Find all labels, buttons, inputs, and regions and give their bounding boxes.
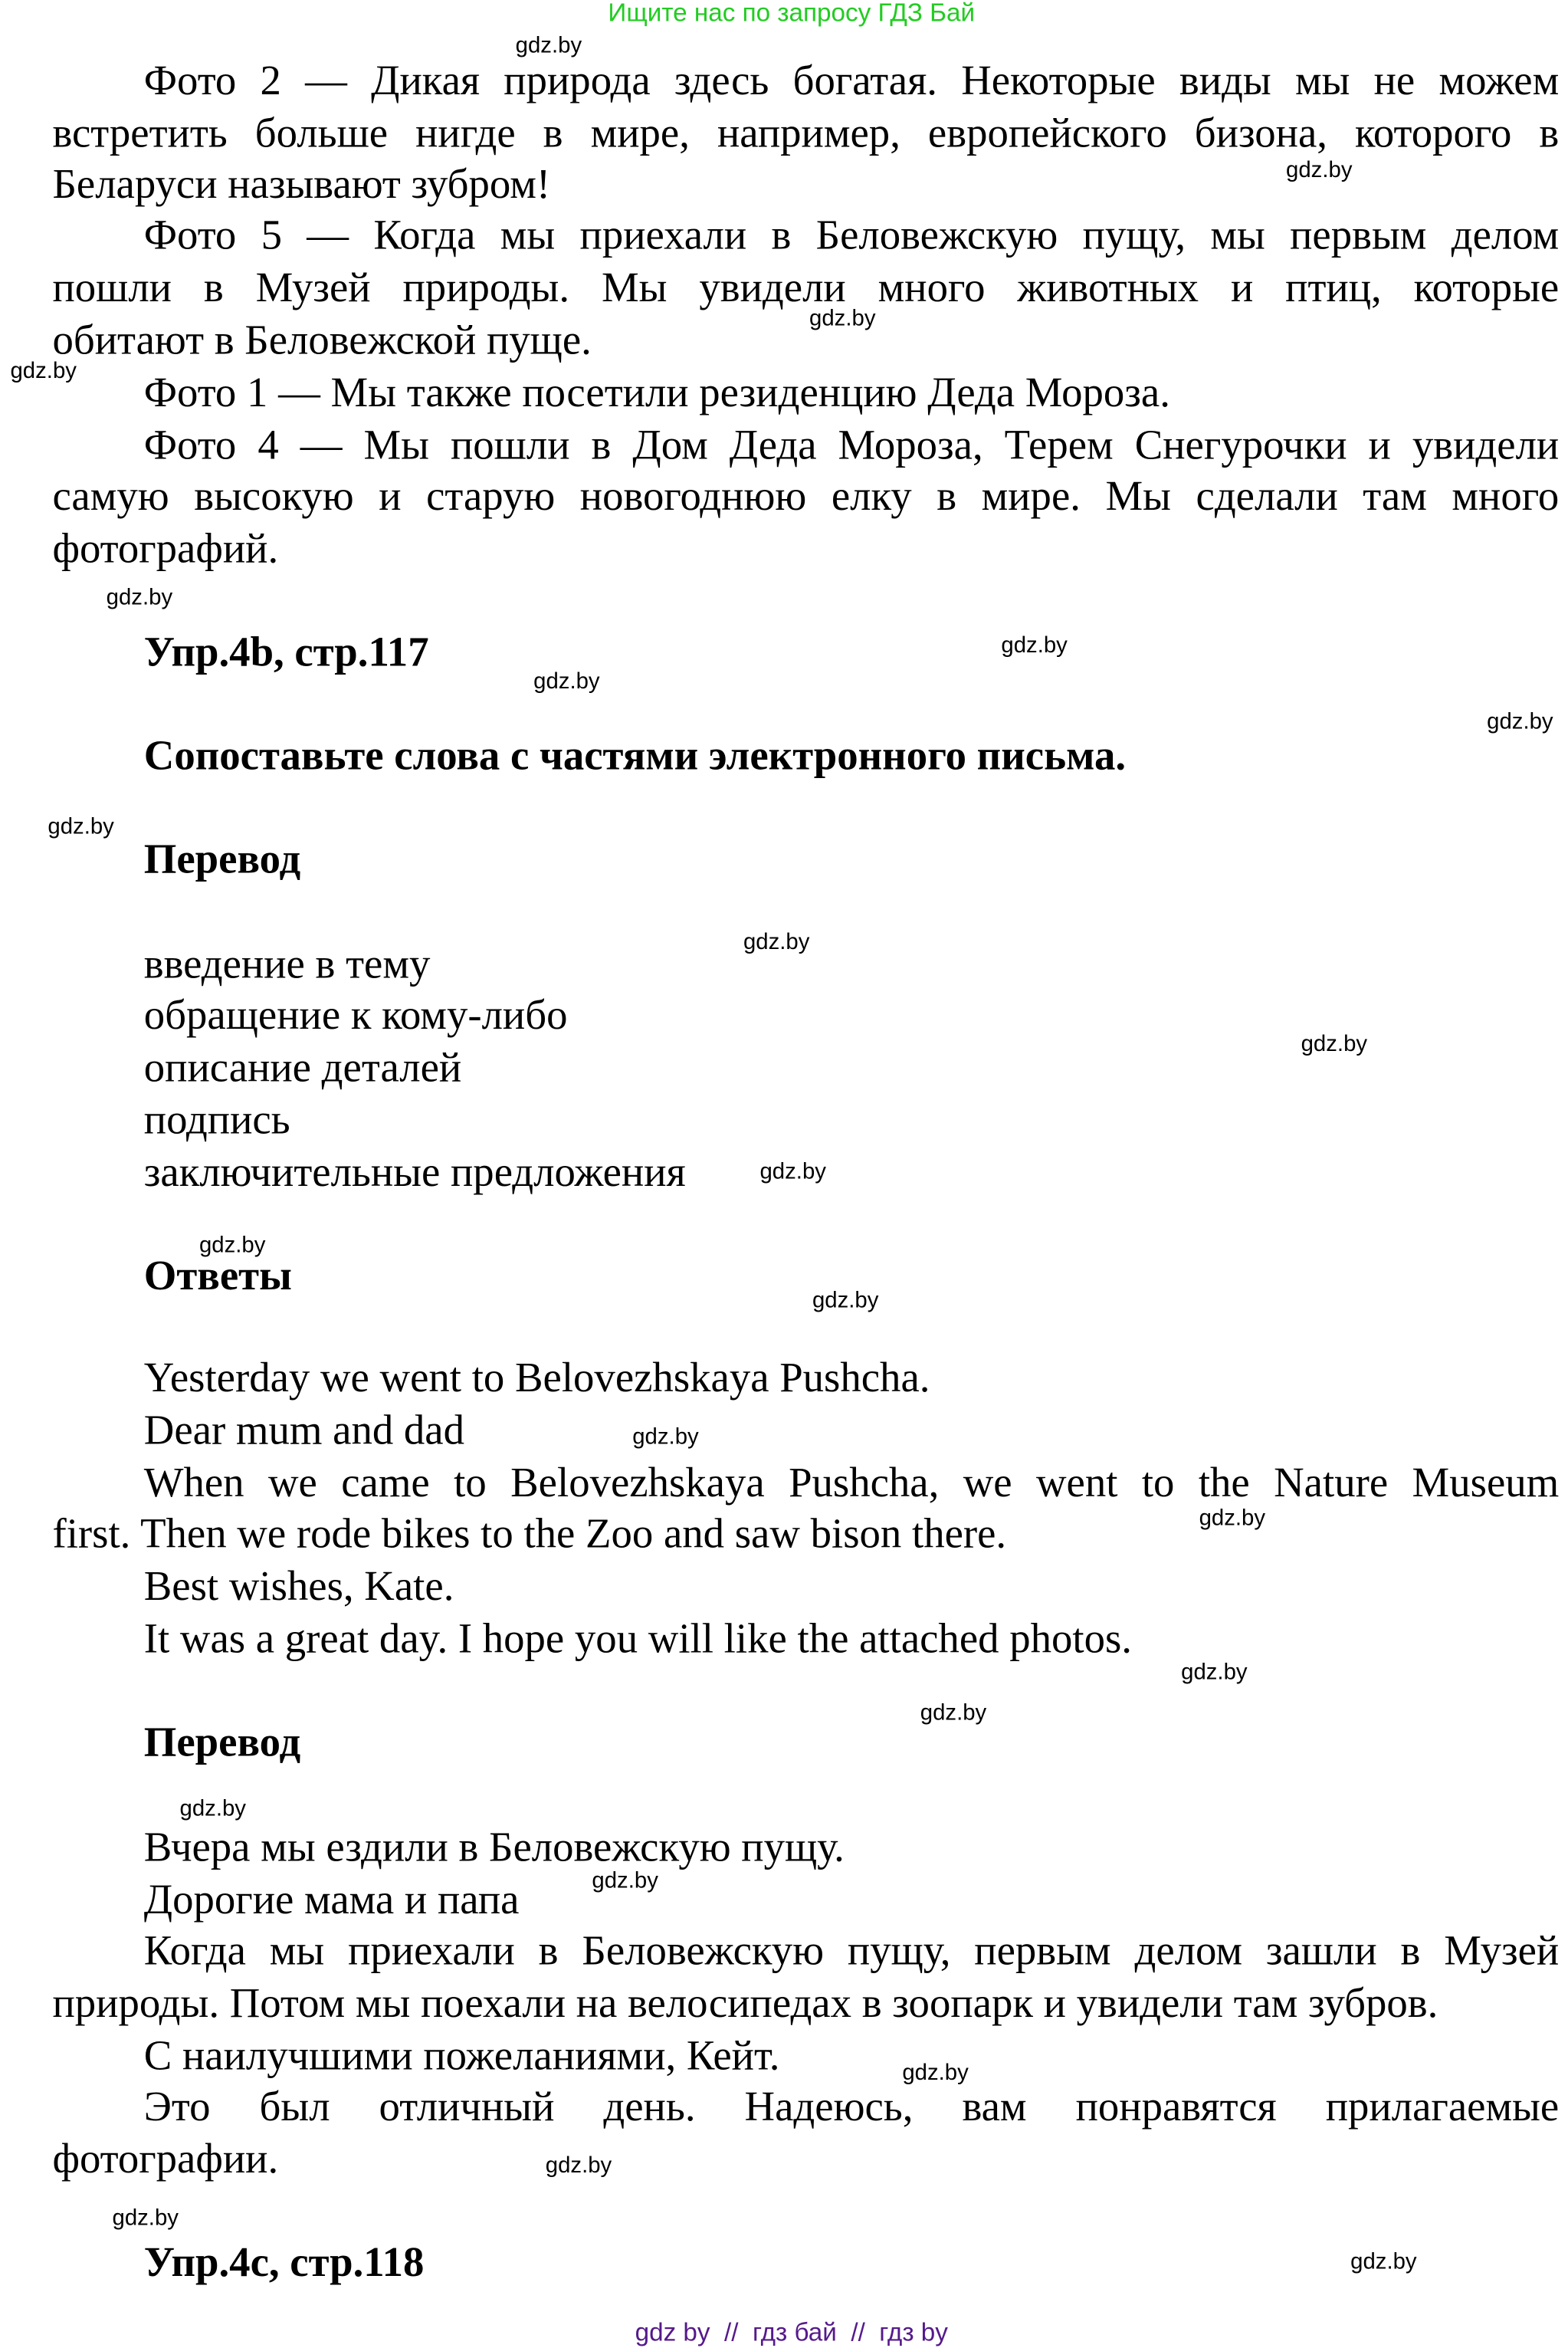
watermark: gdz.by [1001, 632, 1068, 658]
watermark: gdz.by [106, 584, 173, 611]
watermark: gdz.by [10, 358, 77, 384]
answer-line: Dear mum and dad [143, 1407, 465, 1455]
text-line: самую высокую и старую новогоднюю елку в мире. Мы сделали там много [52, 474, 1560, 521]
text-line: встретить больше нигде в мире, например, европейского бизона, которого в [52, 110, 1560, 158]
watermark: gdz.by [515, 33, 582, 59]
watermark: gdz.by [48, 814, 114, 840]
list-item: обращение к кому-либо [143, 992, 568, 1039]
list-item: подпись [143, 1097, 290, 1144]
text-line: Беларуси называют зубром! [52, 162, 551, 209]
translation-line: природы. Потом мы поехали на велосипедах в зоопарк и увидели там зубров. [52, 1980, 1438, 2028]
answers-heading: Ответы [143, 1253, 292, 1300]
watermark: gdz.by [812, 1288, 879, 1314]
watermark: gdz.by [809, 306, 876, 332]
watermark: gdz.by [920, 1700, 987, 1726]
watermark: gdz.by [1301, 1031, 1368, 1057]
watermark: gdz.by [533, 668, 600, 695]
watermark: gdz.by [1199, 1505, 1266, 1532]
watermark: gdz.by [1487, 709, 1553, 735]
text-line: Фото 1 — Мы также посетили резиденцию Деда Мороза. [143, 370, 1170, 417]
watermark: gdz.by [759, 1158, 826, 1185]
answer-line: Best wishes, Kate. [143, 1564, 454, 1611]
translation-line: фотографии. [52, 2136, 279, 2183]
watermark: gdz.by [198, 1232, 266, 1259]
answer-line: first. Then we rode bikes to the Zoo and saw bison there. [52, 1511, 1007, 1558]
translation-line: Когда мы приехали в Беловежскую пущу, первым делом зашли в Музей [143, 1928, 1560, 1975]
watermark: gdz.by [1350, 2249, 1417, 2275]
watermark: gdz.by [1286, 157, 1353, 183]
exercise-task: Сопоставьте слова с частями электронного письма. [143, 733, 1127, 780]
watermark: gdz.by [179, 1796, 246, 1822]
translation-heading-2: Перевод [143, 1719, 301, 1767]
watermark: gdz.by [632, 1424, 699, 1450]
text-line: Фото 4 — Мы пошли в Дом Деда Мороза, Терем Снегурочки и увидели [143, 422, 1560, 470]
exercise-4b-title: Упр.4b, стр.117 [143, 629, 429, 677]
text-line: пошли в Музей природы. Мы увидели много животных и птиц, которые [52, 265, 1560, 312]
answer-line: When we came to Belovezhskaya Pushcha, we went to the Nature Museum [143, 1460, 1560, 1507]
list-item: введение в тему [143, 941, 431, 989]
exercise-4c-title: Упр.4c, стр.118 [143, 2240, 425, 2287]
text-line: фотографий. [52, 526, 279, 573]
watermark: gdz.by [743, 929, 810, 955]
translation-line: Вчера мы ездили в Беловежскую пущу. [143, 1824, 845, 1872]
answer-line: It was a great day. I hope you will like the attached photos. [143, 1616, 1132, 1663]
text-line: Фото 5 — Когда мы приехали в Беловежскую пущу, мы первым делом [143, 212, 1560, 260]
watermark: gdz.by [592, 1868, 658, 1894]
translation-line: С наилучшими пожеланиями, Кейт. [143, 2033, 780, 2080]
search-banner: Ищите нас по запросу ГДЗ Бай [608, 0, 976, 28]
text-line: обитают в Беловежской пуще. [52, 317, 592, 365]
footer-links[interactable]: gdz by // гдз бай // гдз by [635, 2317, 948, 2347]
translation-line: Это был отличный день. Надеюсь, вам понравятся прилагаемые [143, 2084, 1560, 2131]
list-item: описание деталей [143, 1045, 462, 1092]
list-item: заключительные предложения [143, 1150, 686, 1197]
text-line: Фото 2 — Дикая природа здесь богатая. Некоторые виды мы не можем [143, 58, 1560, 105]
watermark: gdz.by [545, 2153, 612, 2179]
translation-heading: Перевод [143, 836, 301, 884]
watermark: gdz.by [1181, 1660, 1248, 1686]
translation-line: Дорогие мама и папа [143, 1877, 520, 1924]
watermark: gdz.by [112, 2205, 179, 2231]
watermark: gdz.by [902, 2060, 969, 2086]
answer-line: Yesterday we went to Belovezhskaya Pushcha. [143, 1355, 930, 1402]
